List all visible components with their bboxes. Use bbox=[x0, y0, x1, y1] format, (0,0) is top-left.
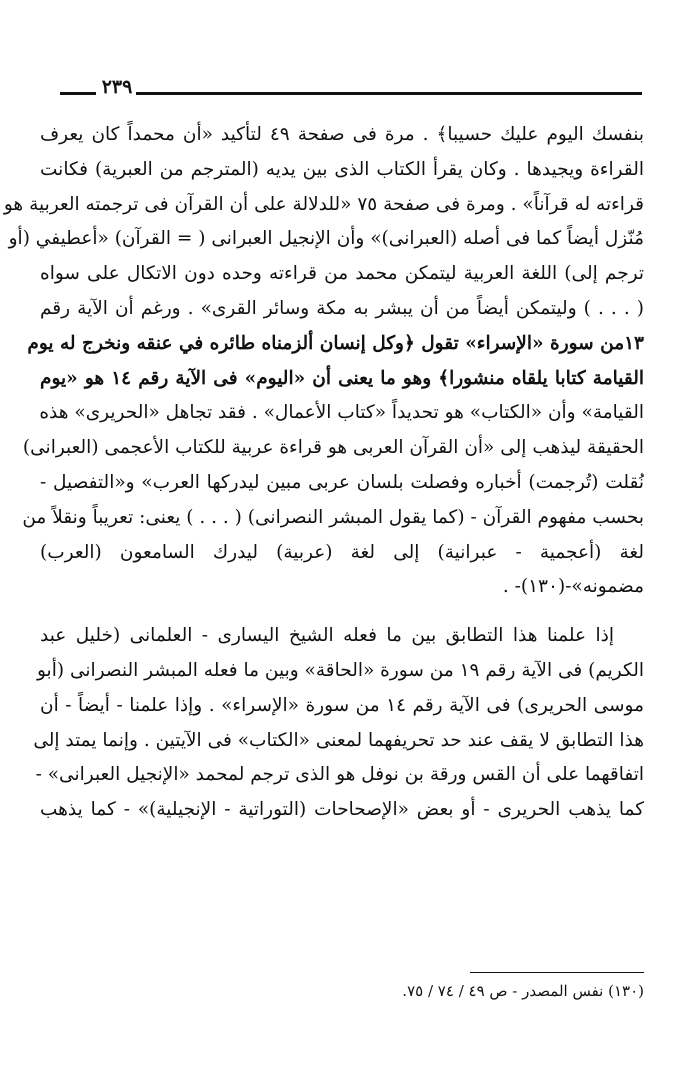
text-line: قراءته له قرآناً» . ومرة فى صفحة ٧٥ «للدلالة على أن القرآن فى ترجمته العربية هو bbox=[3, 193, 644, 215]
text-line: القيامة» وأن «الكتاب» هو تحديداً «كتاب الأعمال» . فقد تجاهل «الحريرى» هذه bbox=[39, 402, 644, 424]
text-line: بنفسك اليوم عليك حسيبا﴾ . مرة فى صفحة ٤٩ لتأكيد «أن محمداً كان يعرف bbox=[40, 124, 644, 145]
text-line: هذا التطابق لا يقف عند حد تحريفهما لمعنى «الكتاب» فى الآيتين . وإنما يمتد إلى bbox=[33, 729, 644, 751]
paragraph-2 bbox=[33, 619, 645, 828]
text-line: لغة (أعجمية - عبرانية) إلى لغة (عربية) ليدرك السامعون (العرب) bbox=[40, 541, 644, 563]
quran-verse-line: القيامة كتابا يلقاه منشورا﴾ وهو ما يعنى أن «اليوم» فى الآية رقم ١٤ هو «يوم bbox=[40, 367, 644, 389]
paragraph-1 bbox=[3, 118, 644, 605]
text-line: بحسب مفهوم القرآن - (كما يقول المبشر النصرانى) ( . . . ) يعنى: تعريباً ونقلاً من bbox=[22, 506, 644, 528]
quran-verse-line: ١٣من سورة «الإسراء» تقول ﴿وكل إنسان ألزمناه طائره في عنقه ونخرج له يوم bbox=[27, 332, 644, 354]
footnote-rule bbox=[470, 972, 644, 973]
text-line: القراءة ويجيدها . وكان يقرأ الكتاب الذى بين يديه (المترجم من العبرية) فكانت bbox=[40, 158, 644, 180]
text-line: الكريم) فى الآية رقم ١٩ من سورة «الحاقة» وبين ما فعله المبشر النصرانى (أبو bbox=[37, 659, 644, 681]
footnote: (١٣٠) نفس المصدر - ص ٤٩ / ٧٤ / ٧٥. bbox=[402, 982, 644, 1000]
text-line: الحقيقة ليذهب إلى «أن القرآن العربى هو قراءة عربية للكتاب الأعجمى (العبرانى) bbox=[22, 437, 644, 459]
header-rule bbox=[136, 92, 642, 95]
page-header bbox=[60, 76, 642, 106]
text-line: كما يذهب الحريرى - أو بعض «الإصحاحات (التوراتية - الإنجيلية)» - كما يذهب bbox=[40, 799, 644, 821]
text-line: مُنّزل أيضاً كما فى أصله (العبرانى)» وأن الإنجيل العبرانى ( = القرآن) «أعطيفي (أو bbox=[8, 228, 644, 250]
page-number: ٢٣٩ bbox=[101, 76, 133, 98]
text-line: اتفاقهما على أن القس ورقة بن نوفل هو الذى ترجم لمحمد «الإنجيل العبرانى» - bbox=[35, 764, 644, 786]
text-line: ترجم إلى) اللغة العربية ليتمكن محمد من قراءته وحده دون الاتكال على سواه bbox=[40, 263, 644, 285]
body-text bbox=[3, 118, 645, 828]
text-line: إذا علمنا هذا التطابق بين ما فعله الشيخ اليسارى - العلمانى (خليل عبد bbox=[40, 625, 614, 647]
text-line: مضمونه»-(١٣٠)- . bbox=[502, 576, 644, 598]
text-line: موسى الحريرى) فى الآية رقم ١٤ من سورة «الإسراء» . وإذا علمنا - أيضاً - أن bbox=[40, 694, 645, 716]
text-line: ( . . . ) وليتمكن أيضاً من أن يبشر به مكة وسائر القرى» . ورغم أن الآية رقم bbox=[40, 297, 644, 319]
header-rule-short bbox=[60, 92, 96, 95]
text-line: نُقلت (تُرجمت) أخباره وفصلت بلسان عربى مبين ليدركها العرب» و«التفصيل - bbox=[40, 471, 644, 493]
